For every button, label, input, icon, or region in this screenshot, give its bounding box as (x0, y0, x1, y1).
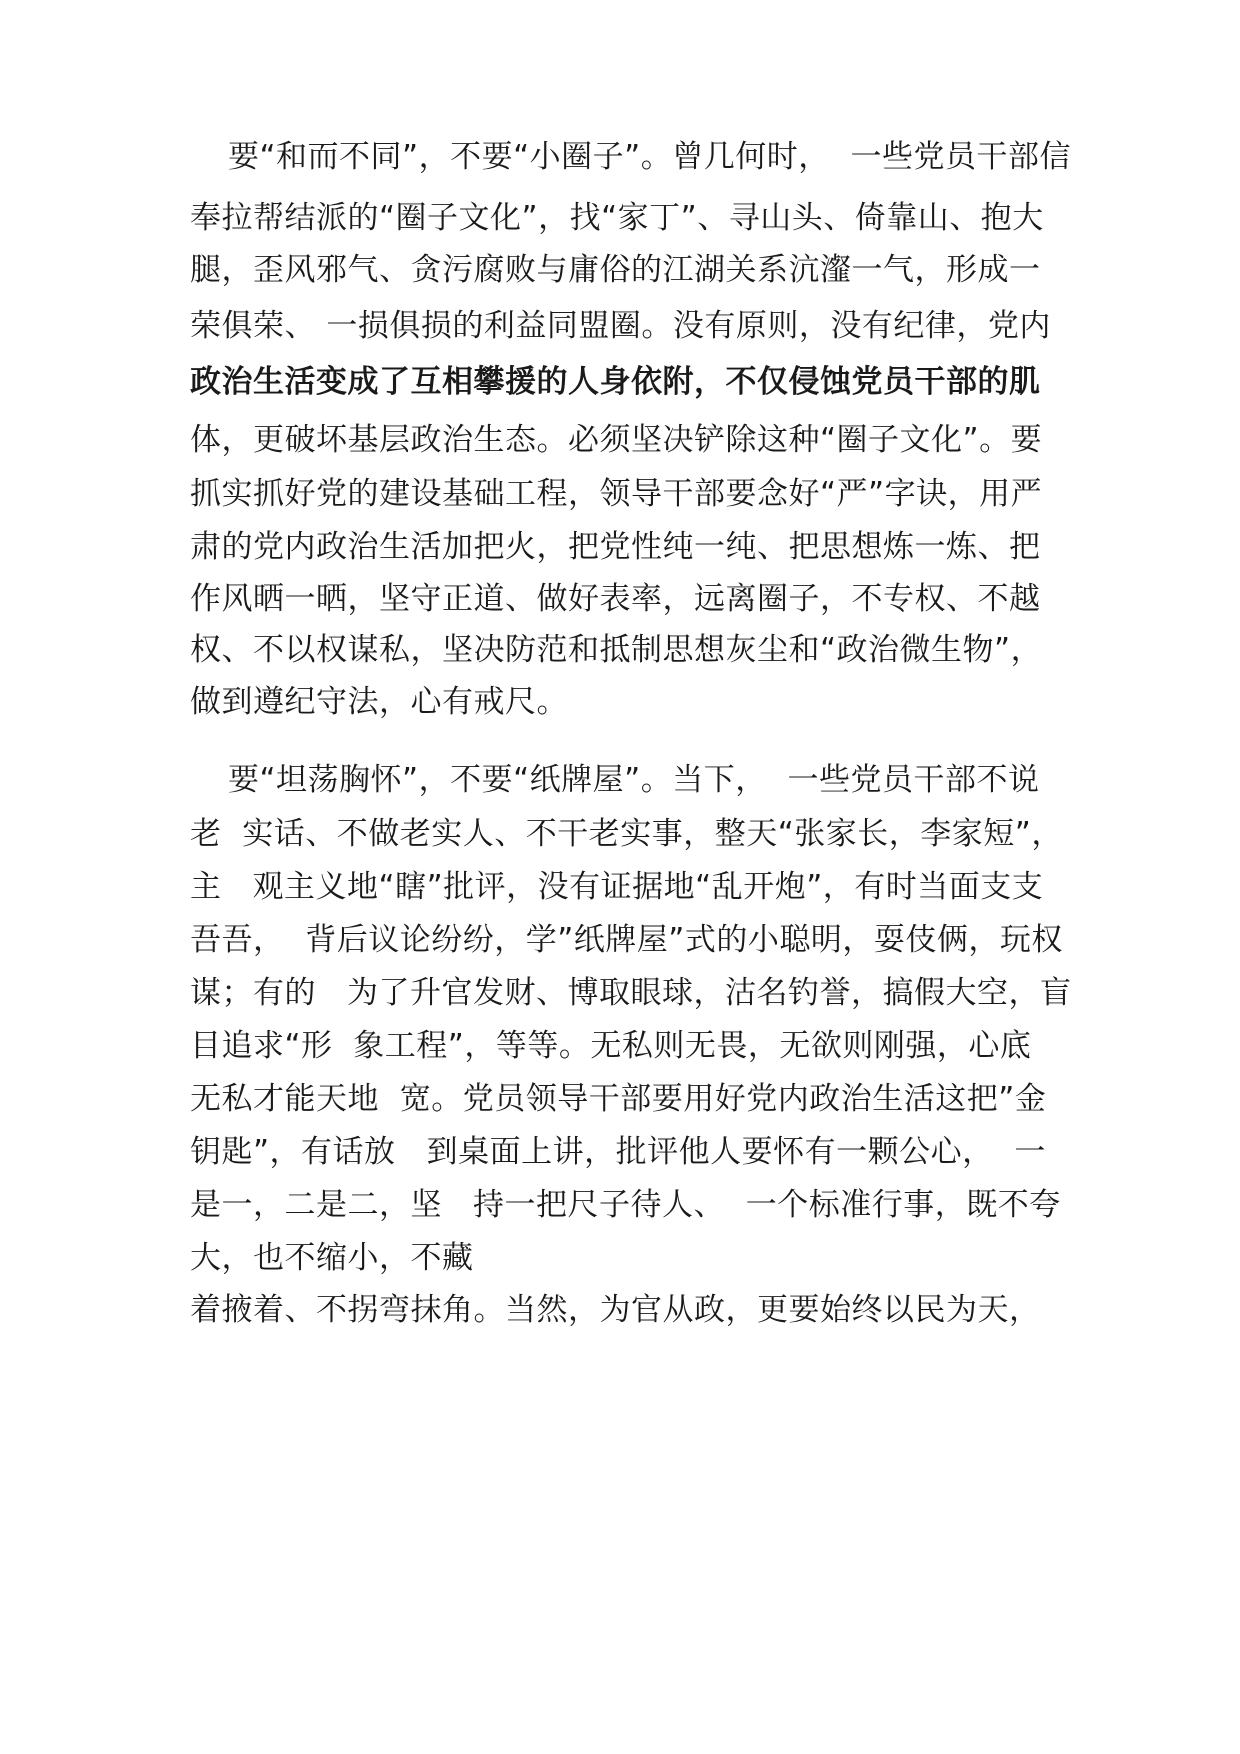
paragraph-2-line-5: 谋；有的 为了升官发财、博取眼球，沽名钓誉，搞假大空，盲 (190, 975, 1072, 1011)
paragraph-1-line-8: 肃的党内政治生活加把火，把党性纯一纯、把思想炼一炼、把 (190, 529, 1041, 565)
paragraph-1-line-6: 体，更破坏基层政治生态。必须坚决铲除这种“圈子文化”。要 (190, 422, 1043, 458)
paragraph-1-line-1: 要“和而不同”，不要“小圈子”。曾几何时， 一些党员干部信 (228, 139, 1071, 175)
paragraph-2-line-3: 主 观主义地“瞎”批评，没有证据地“乱开炮”，有时当面支支 (190, 869, 1044, 905)
paragraph-2-line-6: 目追求“形 象工程”，等等。无私则无畏，无欲则刚强，心底 (190, 1028, 1032, 1064)
paragraph-1-line-7: 抓实抓好党的建设基础工程，领导干部要念好“严”字诀，用严 (190, 476, 1043, 512)
paragraph-2-line-2: 老 实话、不做老实人、不干老实事，整天“张家长，李家短”， (190, 816, 1063, 852)
paragraph-1-line-5: 政治生活变成了互相攀援的人身依附，不仅侵蚀党员干部的肌 (190, 364, 1041, 400)
paragraph-2-line-8: 钥匙”，有话放 到桌面上讲，批评他人要怀有一颗公心， 一 (190, 1134, 1046, 1170)
paragraph-2-line-1: 要“坦荡胸怀”，不要“纸牌屋”。当下， 一些党员干部不说 (228, 762, 1040, 798)
paragraph-1-line-9: 作风晒一晒，坚守正道、做好表率，远离圈子，不专权、不越 (190, 581, 1041, 617)
paragraph-1-line-11: 做到遵纪守法，心有戒尺。 (190, 684, 568, 720)
paragraph-2-line-7: 无私才能天地 宽。党员领导干部要用好党内政治生活这把”金 (190, 1081, 1047, 1117)
paragraph-2-line-4: 吾吾， 背后议论纷纷，学”纸牌屋”式的小聪明，耍伎俩，玩权 (190, 922, 1063, 958)
paragraph-1-line-4: 荣俱荣、 一损俱损的利益同盟圈。没有原则，没有纪律，党内 (190, 308, 1051, 344)
paragraph-2-line-9: 是一，二是二，坚 持一把尺子待人、 一个标准行事，既不夸 (190, 1187, 1061, 1223)
paragraph-2-line-10: 大，也不缩小，不藏 (190, 1240, 474, 1276)
paragraph-1-line-10: 权、不以权谋私，坚决防范和抵制思想灰尘和“政治微生物”， (190, 632, 1043, 668)
paragraph-1-line-2: 奉拉帮结派的“圈子文化”，找“家丁”、寻山头、倚靠山、抱大 (190, 200, 1044, 236)
paragraph-2-line-11: 着掖着、不拐弯抹角。当然，为官从政，更要始终以民为天， (190, 1292, 1041, 1328)
paragraph-1-line-3: 腿，歪风邪气、贪污腐败与庸俗的江湖关系沆瀣一气，形成一 (190, 252, 1041, 288)
